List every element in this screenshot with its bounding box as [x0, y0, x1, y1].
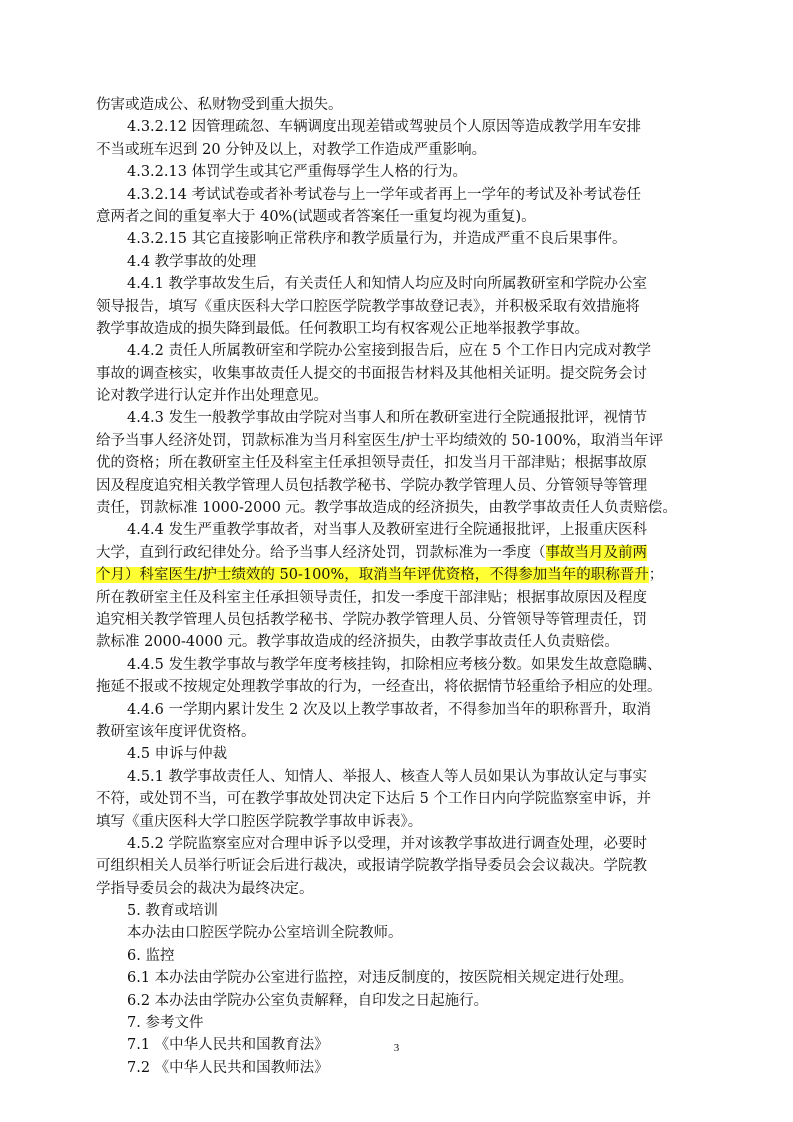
clause-4-3-2-12: 4.3.2.12 因管理疏忽、车辆调度出现差错或驾驶员个人原因等造成教学用车安排 [127, 119, 642, 136]
paragraph-line: 伤害或造成公、私财物受到重大损失。 [96, 97, 343, 113]
paragraph-line: 追究相关教学管理人员包括教学秘书、学院办教学管理人员、分管领导等管理责任，罚 [96, 611, 647, 628]
section-heading-4-5: 4.5 申诉与仲裁 [127, 746, 228, 763]
clause-6-2: 6.2 本办法由学院办公室负责解释，自印发之日起施行。 [127, 992, 489, 1009]
paragraph-line: 款标准 2000-4000 元。教学事故造成的经济损失，由教学事故责任人负责赔偿。 [96, 634, 619, 651]
paragraph-line: 不当或班车迟到 20 分钟及以上，对教学工作造成严重影响。 [96, 141, 487, 158]
paragraph-line: 学指导委员会的裁决为最终决定。 [96, 880, 314, 897]
section-heading-5: 5. 教育或培训 [127, 903, 218, 920]
highlighted-text: 个月）科室医生/护士绩效的 50-100%，取消当年评优资格，不得参加当年的职称晋升 [96, 567, 649, 584]
clause-4-4-6: 4.4.6 一学期内累计发生 2 次及以上教学事故者，不得参加当年的职称晋升，取消 [127, 701, 651, 718]
paragraph-line: 教研室该年度评优资格。 [96, 723, 256, 740]
clause-4-4-2: 4.4.2 责任人所属教研室和学院办公室接到报告后，应在 5 个工作日内完成对教学 [127, 343, 651, 360]
paragraph-line: 教学事故造成的损失降到最低。任何教职工均有权客观公正地举报教学事故。 [96, 320, 589, 337]
section-heading-4-4: 4.4 教学事故的处理 [127, 253, 257, 270]
clause-4-3-2-14: 4.3.2.14 考试试卷或者补考试卷与上一学年或者再上一学年的考试及补考试卷任 [127, 186, 642, 203]
paragraph-line: 事故的调查核实，收集事故责任人提交的书面报告材料及其他相关证明。提交院务会讨 [96, 365, 647, 382]
section-heading-7: 7. 参考文件 [127, 1015, 204, 1032]
reference-7-2: 7.2 《中华人民共和国教师法》 [127, 1059, 329, 1076]
paragraph-line: 所在教研室主任及科室主任承担领导责任，扣发一季度干部津贴；根据事故原因及程度 [96, 589, 647, 606]
clause-4-4-5: 4.4.5 发生教学事故与教学年度考核挂钩，扣除相应考核分数。如果发生故意隐瞒、 [127, 656, 662, 673]
paragraph-line: 责任，罚款标准 1000-2000 元。教学事故造成的经济损失，由教学事故责任人负责赔偿。 [96, 500, 677, 517]
paragraph-line: 优的资格；所在教研室主任及科室主任承担领导责任，扣发当月干部津贴；根据事故原 [96, 455, 647, 472]
paragraph-line: 不符，或处罚不当，可在教学事故处罚决定下达后 5 个工作日内向学院监察室申诉，并 [96, 791, 651, 808]
paragraph-line: 给予当事人经济处罚，罚款标准为当月科室医生/护士平均绩效的 50-100%，取消当年评 [96, 432, 664, 449]
clause-4-5-1: 4.5.1 教学事故责任人、知情人、举报人、核查人等人员如果认为事故认定与事实 [127, 768, 648, 785]
clause-4-3-2-15: 4.3.2.15 其它直接影响正常秩序和教学质量行为，并造成严重不良后果事件。 [127, 231, 627, 248]
paragraph-line: 填写《重庆医科大学口腔医学院教学事故申诉表》。 [96, 813, 423, 830]
document-body [96, 94, 700, 1079]
paragraph-line: 意两者之间的重复率大于 40%(试题或者答案任一重复均视为重复)。 [96, 208, 536, 225]
line-text: ； [648, 567, 664, 584]
paragraph-line: 因及程度追究相关教学管理人员包括教学秘书、学院办教学管理人员、分管领导等管理 [96, 477, 647, 494]
clause-4-4-3: 4.4.3 发生一般教学事故由学院对当事人和所在教研室进行全院通报批评，视情节 [127, 410, 648, 427]
highlighted-text: 事故当月及前两 [545, 544, 647, 561]
paragraph-line [96, 542, 700, 564]
reference-7-1: 7.1 《中华人民共和国教育法》 [127, 1037, 329, 1054]
page-number: 3 [393, 1042, 400, 1054]
clause-4-3-2-13: 4.3.2.13 体罚学生或其它严重侮辱学生人格的行为。 [127, 164, 468, 181]
clause-6-1: 6.1 本办法由学院办公室进行监控，对违反制度的，按医院相关规定进行处理。 [127, 970, 634, 987]
paragraph-line [96, 564, 700, 586]
line-text: 大学，直到行政纪律处分。给予当事人经济处罚，罚款标准为一季度（ [96, 544, 546, 561]
paragraph-line: 论对教学进行认定并作出处理意见。 [96, 388, 328, 405]
paragraph-line: 拖延不报或不按规定处理教学事故的行为，一经查出，将依据情节轻重给予相应的处理。 [96, 679, 662, 696]
clause-4-4-1: 4.4.1 教学事故发生后，有关责任人和知情人均应及时向所属教研室和学院办公室 [127, 276, 648, 293]
section-heading-6: 6. 监控 [127, 947, 175, 964]
clause-4-5-2: 4.5.2 学院监察室应对合理申诉予以受理，并对该教学事故进行调查处理，必要时 [127, 835, 648, 852]
paragraph-line: 可组织相关人员举行听证会后进行裁决，或报请学院教学指导委员会会议裁决。学院教 [96, 858, 647, 875]
clause-4-4-4: 4.4.4 发生严重教学事故者，对当事人及教研室进行全院通报批评，上报重庆医科 [127, 522, 648, 539]
paragraph-line: 领导报告，填写《重庆医科大学口腔医学院教学事故登记表》，并积极采取有效措施将 [96, 298, 640, 315]
paragraph-line: 本办法由口腔医学院办公室培训全院教师。 [127, 925, 403, 942]
